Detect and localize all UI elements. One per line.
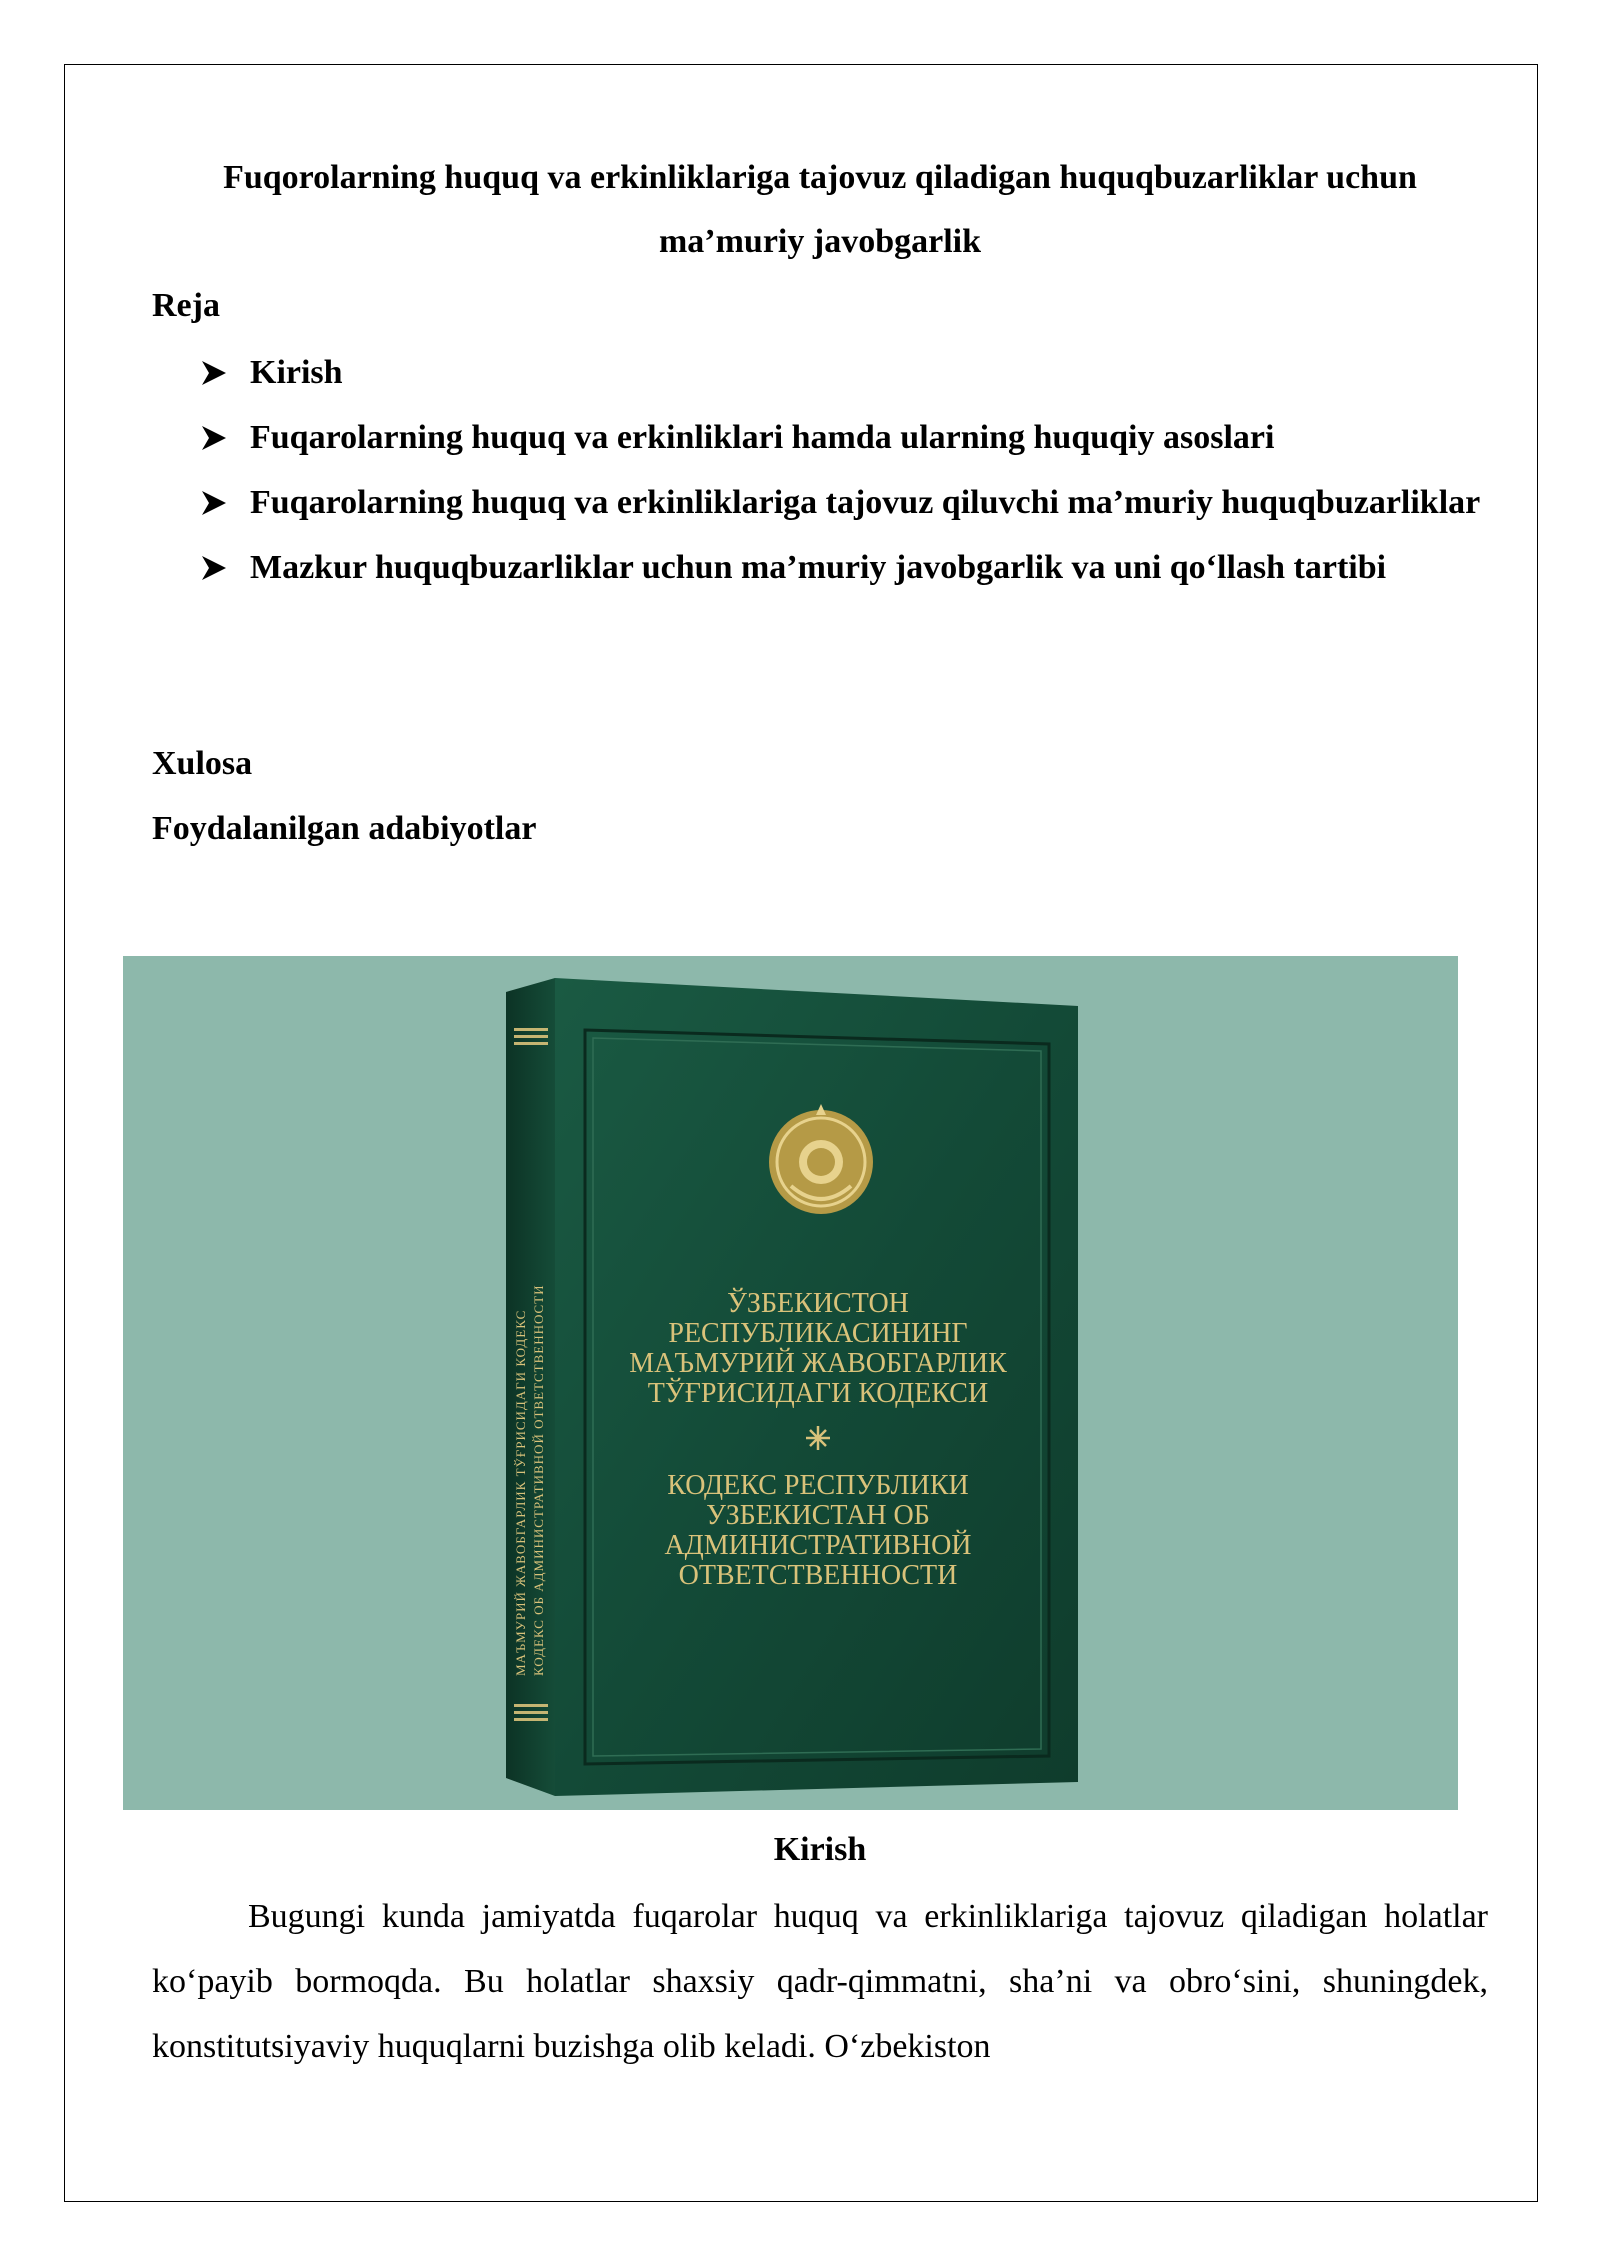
plan-item-label: Mazkur huquqbuzarliklar uchun ma’muriy javobgarlik va uni qo‘llash tartibi	[250, 549, 1387, 586]
cover-title-uz-2: РЕСПУБЛИКАСИНИНГ	[668, 1318, 968, 1349]
plan-list	[152, 340, 1488, 600]
spine-text-1: МАЪМУРИЙ ЖАВОБГАРЛИК ТЎҒРИСИДАГИ КОДЕКС	[513, 1309, 528, 1676]
arrow-bullet-icon	[200, 470, 230, 535]
body-paragraph: Bugungi kunda jamiyatda fuqarolar huquq va erkinliklariga tajovuz qiladigan holatlar ko‘payib bormoqda. Bu holatlar shaxsiy qadr-qimmatni, sha’ni va obro‘sini, shuningdek, konstitutsiyaviy huquqlarni buzishga olib keladi. O‘zbekiston	[152, 1898, 1488, 2065]
book-illustration	[123, 956, 1458, 1810]
plan-item-label: Fuqarolarning huquq va erkinliklariga tajovuz qiluvchi ma’muriy huquqbuzarliklar	[250, 484, 1481, 521]
cover-title-uz-4: ТЎҒРИСИДАГИ КОДЕКСИ	[647, 1378, 989, 1409]
cover-title-ru-4: ОТВЕТСТВЕННОСТИ	[678, 1560, 958, 1591]
plan-item	[152, 405, 1488, 470]
cover-title-uz-3: МАЪМУРИЙ ЖАВОБГАРЛИК	[629, 1348, 1007, 1379]
plan-item	[152, 535, 1488, 600]
spine-text-2: КОДЕКС ОБ АДМИНИСТРАТИВНОЙ ОТВЕТСТВЕННОСТИ	[531, 1284, 546, 1676]
conclusion-heading: Xulosa	[152, 745, 253, 782]
document-title: Fuqorolarning huquq va erkinliklariga tajovuz qiladigan huquqbuzarliklar uchun ma’muriy javobgarlik	[223, 159, 1417, 260]
plan-item	[152, 340, 1488, 405]
book-cover-figure	[123, 956, 1458, 1810]
cover-title-ru-3: АДМИНИСТРАТИВНОЙ	[664, 1530, 972, 1561]
plan-item-label: Kirish	[250, 354, 343, 391]
plan-item-label: Fuqarolarning huquq va erkinliklari hamda ularning huquqiy asoslari	[250, 419, 1275, 456]
plan-item	[152, 470, 1488, 535]
cover-title-ru-1: КОДЕКС РЕСПУБЛИКИ	[667, 1470, 969, 1501]
arrow-bullet-icon	[200, 405, 230, 470]
references-heading: Foydalanilgan adabiyotlar	[152, 810, 537, 847]
arrow-bullet-icon	[200, 535, 230, 600]
arrow-bullet-icon	[200, 340, 230, 405]
cover-title-uz-1: ЎЗБЕКИСТОН	[727, 1288, 909, 1319]
cover-title-ru-2: УЗБЕКИСТАН ОБ	[706, 1500, 930, 1531]
section-heading-kirish: Kirish	[773, 1831, 867, 1868]
plan-heading: Reja	[152, 287, 220, 324]
